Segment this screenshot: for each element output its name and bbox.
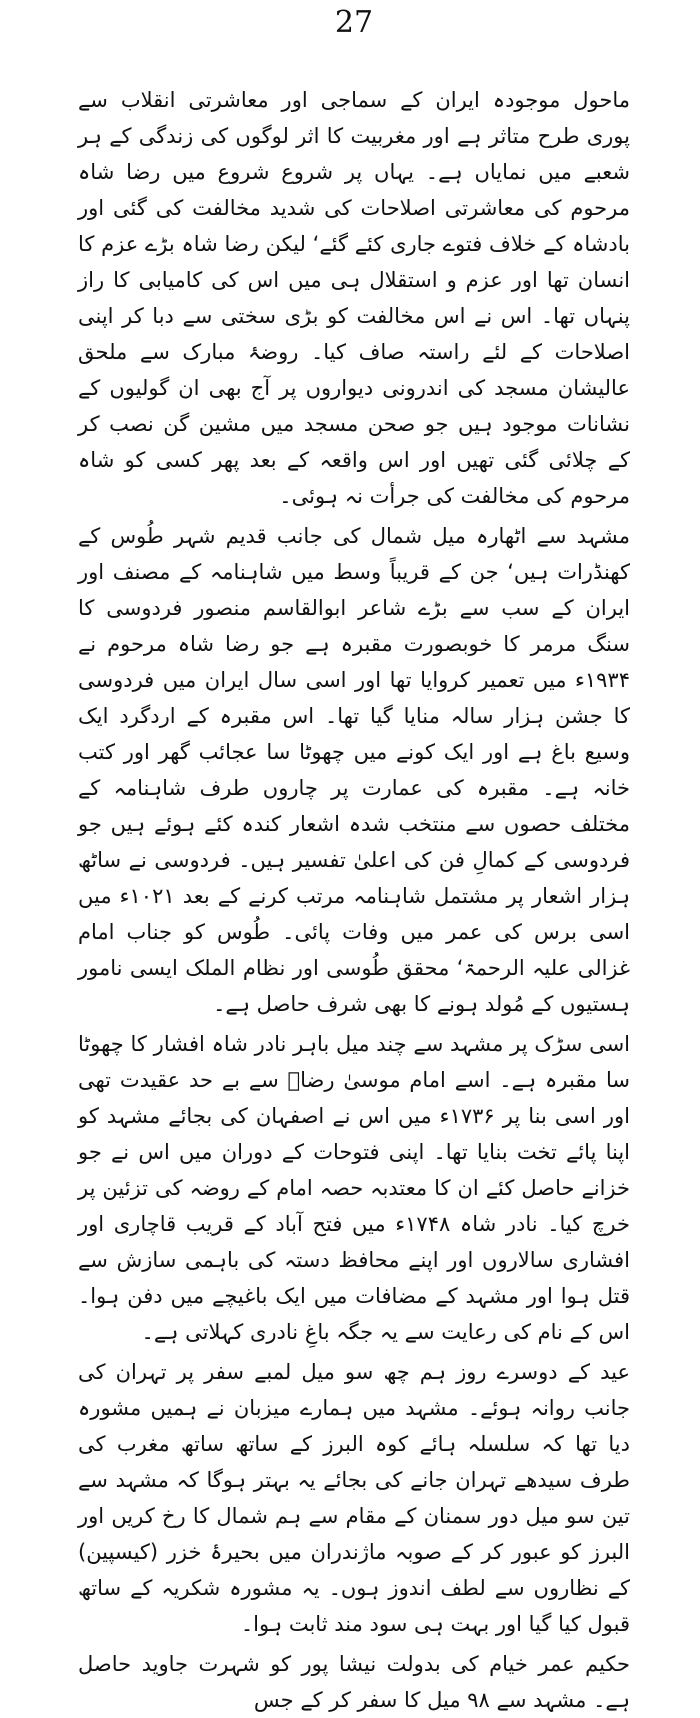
paragraph-4: عید کے دوسرے روز ہم چھ سو میل لمبے سفر پر تہران کی جانب روانہ ہوئے۔ مشہد میں ہمارے میزبان نے ہمیں مشورہ دیا تھا کہ سلسلہ ہائے کوہ البرز کے ساتھ ساتھ مغرب کی طرف سیدھے تہران جانے کی بجائے یہ بہتر ہوگا کہ مشہد سے تین سو میل دور سمنان کے مقام سے ہم شمال کا رخ کریں اور البرز کو عبور کر کے صوبہ ماژندران میں بحیرۂ خزر (کیسپین) کے نظاروں سے لطف اندوز ہوں۔ یہ مشورہ شکریہ کے ساتھ قبول کیا گیا اور بہت ہی سود مند ثابت ہوا۔ bbox=[78, 1360, 630, 1636]
page-number: 27 bbox=[334, 5, 374, 40]
paragraph-5: حکیم عمر خیام کی بدولت نیشا پور کو شہرت جاوید حاصل ہے۔ مشہد سے ۹۸ میل کا سفر کر کے جس bbox=[78, 1652, 630, 1712]
paragraph-3: اسی سڑک پر مشہد سے چند میل باہر نادر شاہ افشار کا چھوٹا سا مقبرہ ہے۔ اسے امام موسیٰ رضاؑ سے بے حد عقیدت تھی اور اسی بنا پر ۱۷۳۶ء میں اس نے اصفہان کی بجائے مشہد کو اپنا پائے تخت بنایا تھا۔ اپنی فتوحات کے دوران میں اس نے جو خزانے حاصل کئے ان کا معتدبہ حصہ امام کے روضہ کی تزئین پر خرچ کیا۔ نادر شاہ ۱۷۴۸ء میں فتح آباد کے قریب قاچاری اور افشاری سالاروں اور اپنے محافظ دستہ کی باہمی سازش سے قتل ہوا اور مشہد کے مضافات میں ایک باغیچے میں دفن ہوا۔ اس کے نام کی رعایت سے یہ جگہ باغِ نادری کہلاتی ہے۔ bbox=[78, 1032, 630, 1344]
body-text bbox=[78, 82, 630, 1718]
paragraph-1: ماحول موجودہ ایران کے سماجی اور معاشرتی انقلاب سے پوری طرح متاثر ہے اور مغربیت کا اثر لوگوں کی زندگی کے ہر شعبے میں نمایاں ہے۔ یہاں پر شروع شروع میں رضا شاہ مرحوم کی معاشرتی اصلاحات کی شدید مخالفت کی گئی اور بادشاہ کے خلاف فتوے جاری کئے گئے‘ لیکن رضا شاہ بڑے عزم کا انسان تھا اور عزم و استقلال ہی میں اس کی کامیابی کا راز پنہاں تھا۔ اس نے اس مخالفت کو بڑی سختی سے دبا کر اپنی اصلاحات کے لئے راستہ صاف کیا۔ روضۂ مبارک سے ملحق عالیشان مسجد کی اندرونی دیواروں پر آج بھی ان گولیوں کے نشانات موجود ہیں جو صحن مسجد میں مشین گن نصب کر کے چلائی گئی تھیں اور اس واقعہ کے بعد پھر کسی کو شاہ مرحوم کی مخالفت کی جرأت نہ ہوئی۔ bbox=[78, 88, 630, 508]
paragraph-2: مشہد سے اٹھارہ میل شمال کی جانب قدیم شہر طُوس کے کھنڈرات ہیں‘ جن کے قریباً وسط میں شاہنامہ کے مصنف اور ایران کے سب سے بڑے شاعر ابوالقاسم منصور فردوسی کا سنگ مرمر کا خوبصورت مقبرہ ہے جو رضا شاہ مرحوم نے ۱۹۳۴ء میں تعمیر کروایا تھا اور اسی سال ایران میں فردوسی کا جشن ہزار سالہ منایا گیا تھا۔ اس مقبرہ کے اردگرد ایک وسیع باغ ہے اور ایک کونے میں چھوٹا سا عجائب گھر اور کتب خانہ ہے۔ مقبرہ کی عمارت پر چاروں طرف شاہنامہ کے مختلف حصوں سے منتخب شدہ اشعار کندہ کئے ہوئے ہیں جو فردوسی کے کمالِ فن کی اعلیٰ تفسیر ہیں۔ فردوسی نے ساٹھ ہزار اشعار پر مشتمل شاہنامہ مرتب کرنے کے بعد ۱۰۲۱ء میں اسی برس کی عمر میں وفات پائی۔ طُوس کو جناب امام غزالی علیہ الرحمۃ‘ محقق طُوسی اور نظام الملک ایسی نامور ہستیوں کے مُولد ہونے کا بھی شرف حاصل ہے۔ bbox=[78, 524, 631, 1016]
